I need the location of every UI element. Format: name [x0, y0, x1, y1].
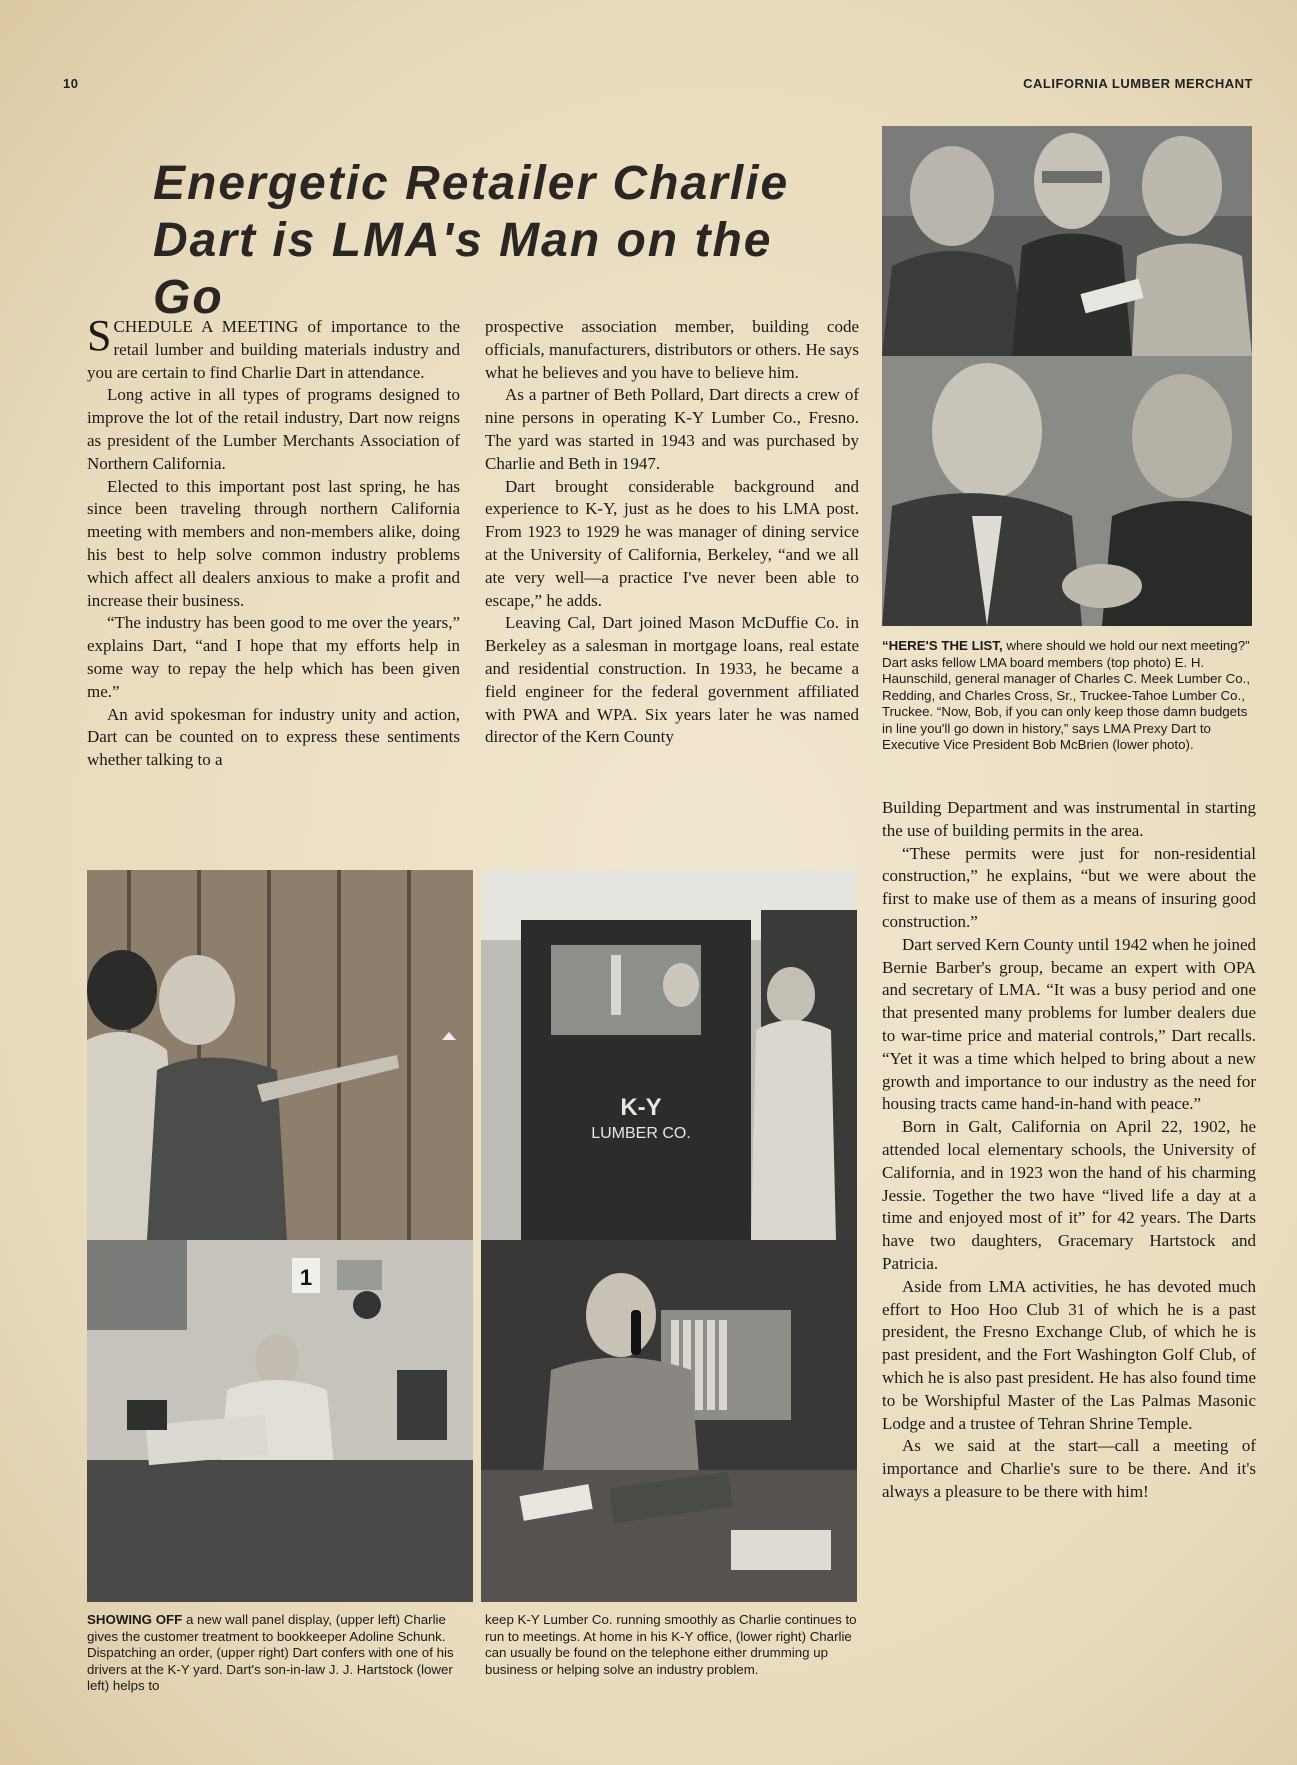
caption-bottom-left — [87, 1612, 460, 1695]
truck-door-text-1: K-Y — [620, 1094, 662, 1121]
paragraph: Born in Galt, California on April 22, 1902, he attended local elementary schools, the University of California, and in 1923 won the hand of his charming Jessie. Together the two have “lived life a day at a time and enjoyed most of it” for 42 years. The Darts have two daughters, Gracemary Hartstock and Patricia. — [882, 1117, 1256, 1273]
paragraph: Dart brought considerable background and experience to K-Y, just as he does to his LMA post. From 1923 to 1929 he was manager of dining service at the University of California, Berkeley, “and we all ate very well—a practice I've never been able to escape,” he adds. — [485, 476, 859, 610]
paragraph: Leaving Cal, Dart joined Mason McDuffie Co. in Berkeley as a salesman in mortgage loans, real estate and residential construction. In 1933, he became a field engineer for the federal government affiliated with PWA and WPA. Six years later he was named director of the Kern County — [485, 613, 859, 747]
photo-wall-panel-display — [87, 870, 473, 1240]
paragraph: “The industry has been good to me over the years,” explains Dart, “and I hope that my efforts help in some way to repay the help which has been given me.” — [87, 613, 460, 701]
photo-truck-driver — [481, 870, 857, 1240]
title-line-1: Energetic Retailer Charlie — [153, 157, 790, 210]
paragraph: “These permits were just for non-residential construction,” he explains, “but we were about the first to make use of them as a means of insuring good construction.” — [882, 843, 1256, 931]
title-line-2: Dart is LMA's Man on the Go — [153, 214, 773, 324]
paragraph: As we said at the start—call a meeting of importance and Charlie's sure to be there. And it's always a pleasure to be there with him! — [882, 1436, 1256, 1501]
article-title — [153, 155, 853, 326]
drop-cap: S — [87, 311, 112, 360]
paragraph: An avid spokesman for industry unity and action, Dart can be counted on to express these sentiments whether talking to a — [87, 704, 460, 770]
caption-bottom-right: keep K-Y Lumber Co. running smoothly as Charlie continues to run to meetings. At home in his K-Y office, (lower right) Charlie can usually be found on the telephone either drumming up business or helping solve an industry problem. — [485, 1612, 857, 1677]
page-number: 10 — [63, 76, 79, 91]
caption-top-photos — [882, 638, 1256, 754]
paragraph: Elected to this important post last spring, he has since been traveling through northern California meeting with members and non-members alike, doing his best to help solve common industry problems which affect all dealers anxious to make a profit and increase their business. — [87, 476, 460, 610]
paragraph: prospective association member, building code officials, manufacturers, distributors or others. He says what he believes and you have to believe him. — [485, 317, 859, 382]
photo-hartstock-desk — [87, 1240, 473, 1602]
photo-dart-and-mcbrien — [882, 356, 1252, 626]
publication-name: CALIFORNIA LUMBER MERCHANT — [1023, 76, 1253, 91]
paragraph: Dart served Kern County until 1942 when he joined Bernie Barber's group, became an expert with OPA and secretary of LMA. “It was a busy period and one that presented many problems for lumber dealers due to war-time price and material controls,” Dart recalls. “Yet it was a time which helped to bring about a new growth and importance to our industry as the need for housing tracts came hand-in-hand with peace.” — [882, 934, 1256, 1114]
caption-top-lead: “HERE'S THE LIST, — [882, 638, 1003, 653]
article-column-1 — [87, 311, 460, 772]
paragraph: Aside from LMA activities, he has devoted much effort to Hoo Hoo Club 31 of which he is a past president, the Fresno Exchange Club, of which he is past president, and the Fort Washington Golf Club, of which he is also past president. He has also found time to be Worshipful Master of the Las Palmas Masonic Lodge and a trustee of Tehran Shrine Temple. — [882, 1276, 1256, 1433]
caption-bottom-left-text: a new wall panel display, (upper left) Charlie gives the customer treatment to bookkeeper Adoline Schunk. Dispatching an order, (upper right) Dart confers with one of his drivers at the K-Y yard. Dart's son-in-law J. J. Hartstock (lower left) helps to — [87, 1612, 454, 1693]
calendar-number: 1 — [299, 1265, 313, 1290]
article-column-2 — [485, 316, 859, 749]
paragraph: Building Department and was instrumental in starting the use of building permits in the area. — [882, 798, 1256, 840]
photo-dart-on-telephone — [481, 1240, 857, 1602]
paragraph: Long active in all types of programs designed to improve the lot of the retail industry, Dart now reigns as president of the Lumber Merchants Association of Northern California. — [87, 385, 460, 473]
article-column-3 — [882, 797, 1256, 1504]
truck-door-text-2: LUMBER CO. — [591, 1125, 691, 1142]
paragraph: SCHEDULE A MEETING of importance to the retail lumber and building materials industry and you are certain to find Charlie Dart in attendance. — [87, 311, 460, 382]
photo-board-members — [882, 126, 1252, 356]
caption-bottom-lead: SHOWING OFF — [87, 1612, 183, 1627]
paragraph: As a partner of Beth Pollard, Dart directs a crew of nine persons in operating K-Y Lumber Co., Fresno. The yard was started in 1943 and was purchased by Charlie and Beth in 1947. — [485, 385, 859, 473]
caption-top-text: where should we hold our next meeting?” Dart asks fellow LMA board members (top photo) E. H. Haunschild, general manager of Charles C. Meek Lumber Co., Redding, and Charles Cross, Sr., Truckee-Tahoe Lumber Co., Truckee. “Now, Bob, if you can only keep those damn budgets in line you'll go down in history,” says LMA Prexy Dart to Executive Vice President Bob McBrien (lower photo). — [882, 638, 1251, 752]
